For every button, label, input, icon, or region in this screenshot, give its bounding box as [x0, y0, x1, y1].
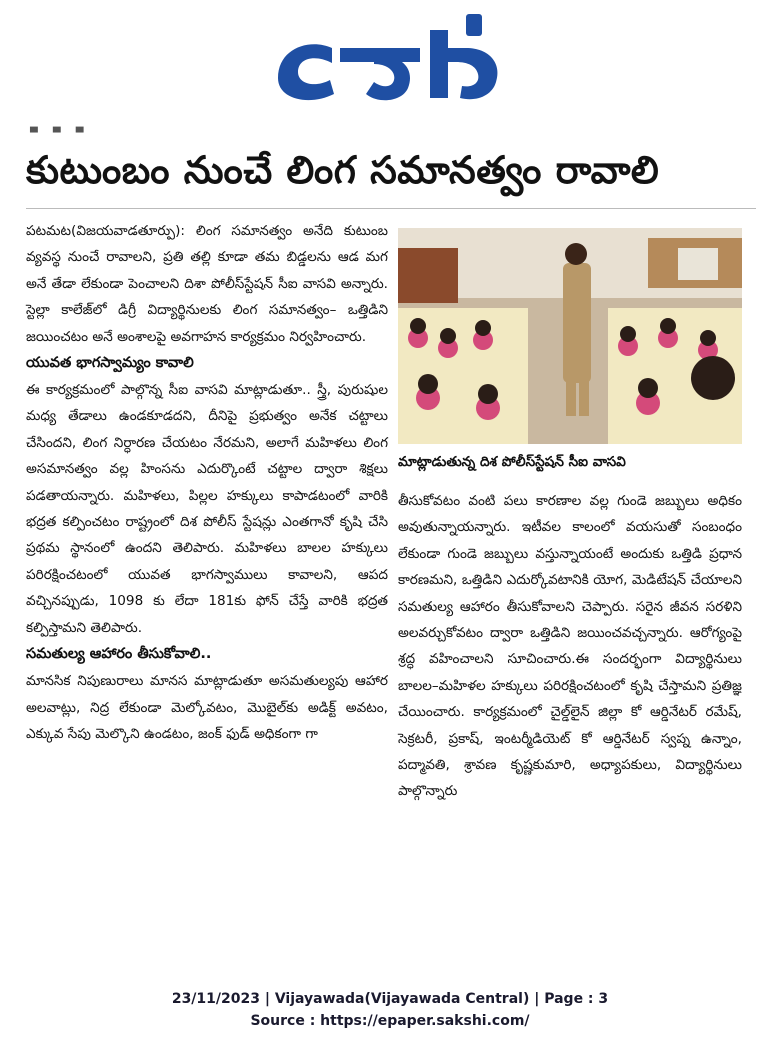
masthead [0, 8, 780, 120]
decorative-marks: ▀ ▀ ▀ [30, 128, 90, 139]
intro-paragraph: పటమట(విజయవాడతూర్పు): లింగ సమానత్వం అనేది కుటుంబ వ్యవస్థ నుంచే రావాలని, ప్రతి తల్లి కూడా తమ బిడ్డలను ఆడ మగ అనే తేడా లేకుండా పెంచాలని దిశా పోలీస్‌స్టేషన్ సీఐ వాసవి అన్నారు. స్టెల్లా కాలేజ్‌లో డిగ్రీ విద్యార్థినులకు లింగ సమానత్వం– ఒత్తిడిని జయించటం అనే అంశాలపై అవగాహన కార్యక్రమం నిర్వహించారు. [26, 223, 388, 345]
divider [26, 208, 756, 209]
left-column [26, 218, 388, 747]
footer-source: Source : https://epaper.sakshi.com/ [250, 1013, 530, 1029]
footer-dateline: 23/11/2023 | Vijayawada(Vijayawada Central) | Page : 3 [171, 991, 609, 1007]
headline: కుటుంబం నుంచే లింగ సమానత్వం రావాలి [26, 148, 660, 192]
paragraph-4: తీసుకోవటం వంటి పలు కారణాల వల్ల గుండె జబ్బులు అధికం అవుతున్నాయన్నారు. ఇటీవల కాలంలో వయసుతో సంబంధం లేకుండా గుండె జబ్బులు వస్తున్నాయంటే అందుకు ఒత్తిడి ప్రధాన కారణమని, ఒత్తిడిని ఎదుర్కోవటానికి యోగ, మెడిటేషన్ చేయాలని సమతుల్య ఆహారం తీసుకోవాలని చెప్పారు. సరైన జీవన సరళిని అలవర్చుకోవటం ద్వారా ఒత్తిడిని జయించవచ్చన్నారు. ఆరోగ్యంపై శ్రద్ధ వహించాలని సూచించారు.ఈ సందర్భంగా విద్యార్థినులు బాలల–మహిళల హక్కులు పరిరక్షించటంలో కృషి చేస్తామని ప్రతిజ్ఞ చేయించారు. కార్యక్రమంలో చైల్డ్‌లైన్ జిల్లా కో ఆర్డినేటర్ రమేష్, సెక్రటరీ, ప్రకాష్, ఇంటర్మీడియెట్ కో ఆర్డినేటర్ స్వప్న ఉన్నాం, పద్మావతి, శ్రావణ కృష్ణకుమారి, అధ్యాపకులు, విద్యార్థినులు పాల్గొన్నారు [398, 493, 742, 800]
subhead-diet: సమతుల్య ఆహారం తీసుకోవాలి.. [26, 646, 212, 663]
event-photo [398, 228, 742, 444]
paragraph-2: ఈ కార్యక్రమంలో పాల్గొన్న సీఐ వాసవి మాట్లాడుతూ.. స్త్రీ, పురుషుల మధ్య తేడాలు ఉండకూడదని, దీనిపై ప్రభుత్వం అనేక చట్టాలు చేసిందని, లింగ నిర్ధారణ చేయటం నేరమని, అలాగే మహిళలు లింగ అసమానత్వం వల్ల హింసను ఎదుర్కొంటే చట్టాల ద్వారా శిక్షలు పడతాయన్నారు. మహిళలు, పిల్లల హక్కులు కాపాడటంలో వారికి భద్రత కల్పించటం రాష్ట్రంలో దిశ పోలీస్ స్టేషన్లు ఎంతగానో కృషి చేసి ప్రథమ స్థానంలో ఉందని తెలిపారు. మహిళలు బాలల హక్కులు పరిరక్షించటంలో యువత భాగస్వాములు కావాలని, ఆపద వచ్చినప్పుడు, 1098 కు లేదా 181కు ఫోన్ చేస్తే వారికి భద్రత కల్పిస్తామని తెలిపారు. [26, 382, 388, 636]
photo-caption: మాట్లాడుతున్న దిశ పోలీస్‌స్టేషన్ సీఐ వాసవి [398, 454, 626, 470]
subhead-youth: యువత భాగస్వామ్యం కావాలి [26, 355, 194, 372]
footer [0, 988, 780, 1032]
sakshi-logo [270, 8, 510, 108]
right-column [398, 488, 742, 805]
paragraph-3: మానసిక నిపుణురాలు మానస మాట్లాడుతూ అసమతుల్యపు ఆహార అలవాట్లు, నిద్ర లేకుండా మెల్కోవటం, మొబైల్‌కు అడిక్ట్ అవటం, ఎక్కువ సేపు మెల్కొని ఉండటం, జంక్ ఫుడ్ అధికంగా గా [26, 673, 388, 742]
